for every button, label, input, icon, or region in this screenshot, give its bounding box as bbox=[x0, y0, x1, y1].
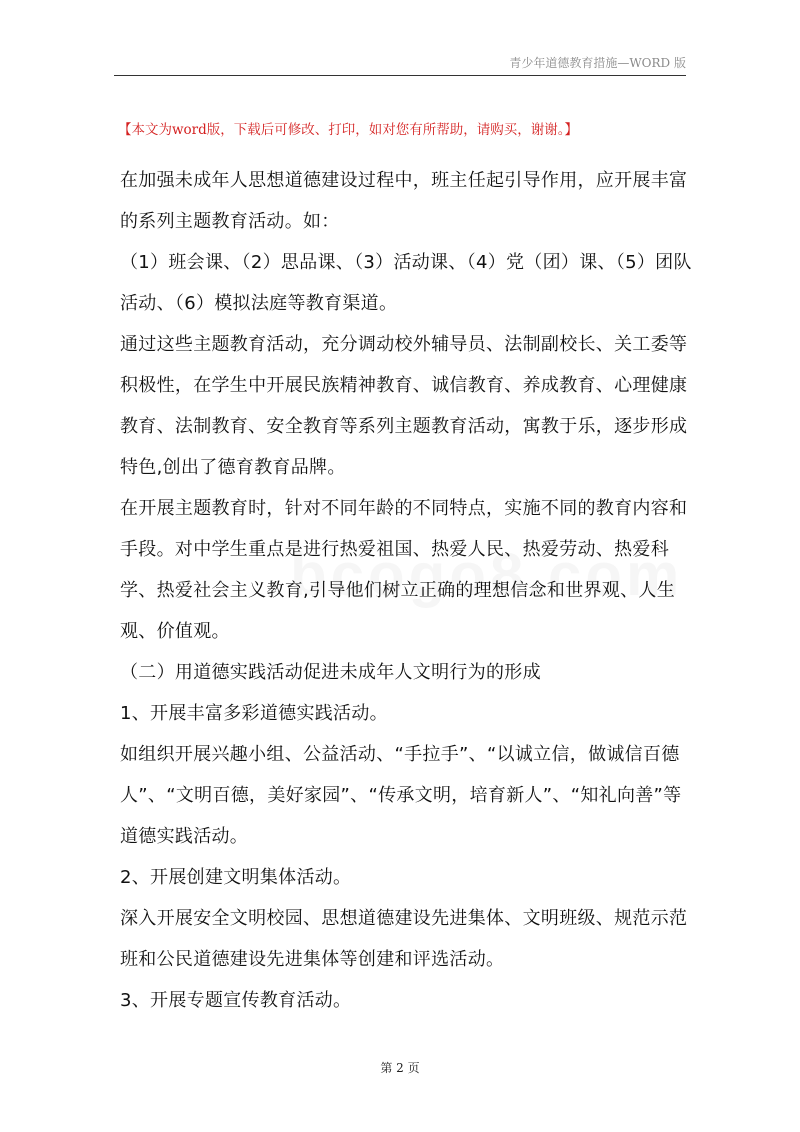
header-rule bbox=[114, 75, 686, 76]
paragraph-practice: 如组织开展兴趣小组、公益活动、“手拉手”、“以诚立信，做诚信百德人”、“文明百德，美好家园”、“传承文明，培育新人”、“知礼向善”等道德实践活动。 bbox=[120, 744, 682, 847]
paragraph-channels: （1）班会课、（2）思品课、（3）活动课、（4）党（团）课、（5）团队活动、（6）模拟法庭等教育渠道。 bbox=[120, 252, 692, 314]
item-heading-2: 2、开展创建文明集体活动。 bbox=[120, 867, 352, 888]
paragraph-collective: 深入开展安全文明校园、思想道德建设先进集体、文明班级、规范示范班和公民道德建设先进集体等创建和评选活动。 bbox=[120, 908, 688, 970]
paragraph-age-groups: 在开展主题教育时，针对不同年龄的不同特点，实施不同的教育内容和手段。对中学生重点是进行热爱祖国、热爱人民、热爱劳动、热爱科学、热爱社会主义教育,引导他们树立正确的理想信念和世界观、人生观、价值观。 bbox=[120, 498, 688, 642]
download-notice: 【本文为word版，下载后可修改、打印，如对您有所帮助，请购买，谢谢。】 bbox=[118, 122, 579, 138]
paragraph-activities: 通过这些主题教育活动，充分调动校外辅导员、法制副校长、关工委等积极性，在学生中开展民族精神教育、诚信教育、养成教育、心理健康教育、法制教育、安全教育等系列主题教育活动，寓教于乐，逐步形成特色,创出了德育教育品牌。 bbox=[120, 334, 688, 478]
page-number: 第 2 页 bbox=[380, 1061, 420, 1075]
item-heading-1: 1、开展丰富多彩道德实践活动。 bbox=[120, 703, 388, 724]
page-header: 青少年道德教育措施—WORD 版 bbox=[509, 56, 686, 70]
item-heading-3: 3、开展专题宣传教育活动。 bbox=[120, 990, 352, 1011]
document-body bbox=[120, 160, 692, 1021]
paragraph-intro: 在加强未成年人思想道德建设过程中，班主任起引导作用，应开展丰富的系列主题教育活动。如： bbox=[120, 170, 688, 232]
section-heading-2: （二）用道德实践活动促进未成年人文明行为的形成 bbox=[120, 662, 541, 683]
